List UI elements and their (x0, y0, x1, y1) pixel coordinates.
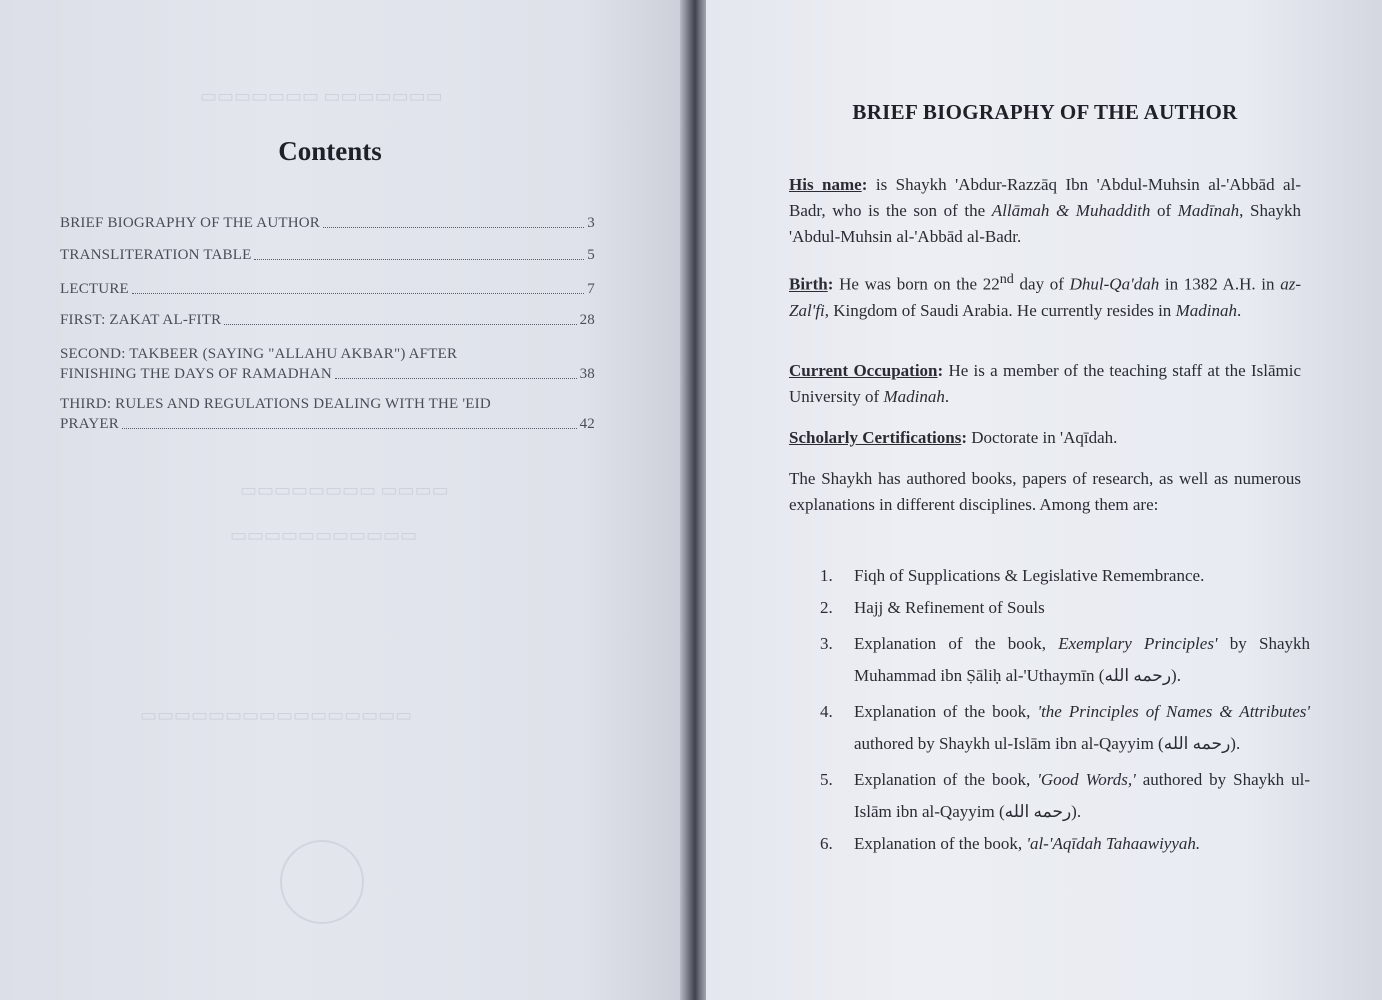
show-through-emblem (280, 840, 364, 924)
show-through-text: ▭▭▭▭▭▭▭▭ ▭▭▭▭ (240, 480, 449, 500)
show-through-text: ▭▭▭▭▭▭▭▭▭▭▭ (230, 525, 418, 545)
name-paragraph: His name: is Shaykh 'Abdur-Razzāq Ibn 'Abdul-Muhsin al-'Abbād al-Badr, who is the son of the Allāmah & Muhaddith of Madīnah, Shaykh 'Abdul-Muhsin al-'Abbād al-Badr. (789, 175, 1301, 246)
toc-line (60, 414, 595, 434)
book-item (820, 628, 1310, 692)
toc-line (60, 394, 595, 414)
toc-leader-dots (122, 428, 577, 429)
birth-label: Birth (789, 274, 828, 294)
toc-entry (60, 394, 595, 434)
contents-title: Contents (278, 136, 382, 166)
toc-leader-dots (254, 259, 584, 260)
toc-entry (60, 245, 595, 265)
certifications-paragraph: Scholarly Certifications: Doctorate in 'Aqīdah. (789, 428, 1118, 447)
book-text: Fiqh of Supplications & Legislative Remembrance. (854, 566, 1205, 585)
table-of-contents (60, 213, 595, 434)
book-number: 1. (820, 566, 833, 585)
book-text: Explanation of the book, (854, 770, 1038, 789)
book-number: 5. (820, 770, 833, 789)
toc-line (60, 213, 595, 233)
book-number: 4. (820, 702, 833, 721)
toc-entry-title: FIRST: ZAKAT AL-FITR (60, 312, 222, 328)
toc-leader-dots (132, 293, 584, 294)
book-title: 'the Principles of Names & Attributes' (1037, 702, 1310, 721)
toc-line (60, 245, 595, 265)
book-item (820, 764, 1310, 828)
name-label: His name (789, 175, 862, 194)
book-text: Hajj & Refinement of Souls (854, 598, 1045, 617)
toc-line (60, 279, 595, 299)
books-list (820, 560, 1310, 860)
certifications-label: Scholarly Certifications (789, 428, 962, 447)
book-text: by Shaykh Muhammad ibn Ṣāliḥ al-'Uthaymīn (رحمه الله). (854, 634, 1311, 685)
toc-page-number: 7 (587, 281, 595, 297)
toc-page-number: 38 (579, 366, 595, 382)
toc-entry-title: TRANSLITERATION TABLE (60, 247, 252, 263)
book-title: Exemplary Principles' (1058, 634, 1218, 653)
toc-entry-title: SECOND: TAKBEER (SAYING "ALLAHU AKBAR") AFTER (60, 346, 458, 362)
book-number: 6. (820, 834, 833, 853)
birth-paragraph: Birth: He was born on the 22nd day of Dhul-Qa'dah in 1382 A.H. in az-Zal'fi, Kingdom of Saudi Arabia. He currently resides in Madinah. (789, 271, 1301, 320)
toc-page-number: 3 (587, 215, 595, 231)
book-text: Explanation of the book, (854, 634, 1059, 653)
toc-entry (60, 310, 595, 330)
toc-entry-title: PRAYER (60, 416, 120, 432)
toc-leader-dots (224, 324, 576, 325)
occupation-label: Current Occupation (789, 361, 938, 380)
toc-entry-title: FINISHING THE DAYS OF RAMADHAN (60, 366, 332, 382)
intro-paragraph: The Shaykh has authored books, papers of research, as well as numerous explanations in different disciplines. Among them are: (789, 469, 1301, 514)
toc-entry-title: LECTURE (60, 281, 129, 297)
book-item (820, 828, 1310, 860)
toc-line (60, 364, 595, 384)
book-title: 'Good Words,' (1037, 770, 1136, 789)
toc-entry-title: THIRD: RULES AND REGULATIONS DEALING WITH THE 'EID (60, 396, 491, 412)
book-item (820, 696, 1310, 760)
book-item (820, 592, 1310, 624)
toc-entry (60, 213, 595, 233)
toc-page-number: 5 (587, 247, 595, 263)
toc-page-number: 28 (579, 312, 595, 328)
toc-entry (60, 344, 595, 384)
toc-leader-dots (335, 378, 577, 379)
biography-title: BRIEF BIOGRAPHY OF THE AUTHOR (852, 100, 1238, 124)
book-text: Explanation of the book, (854, 834, 1027, 853)
show-through-text: ▭▭▭▭▭▭▭▭▭▭▭▭▭▭▭▭ (140, 705, 413, 725)
book-text: authored by Shaykh ul-Islām ibn al-Qayyim (رحمه الله). (854, 734, 1241, 753)
book-number: 2. (820, 598, 833, 617)
toc-page-number: 42 (579, 416, 595, 432)
toc-line (60, 344, 595, 364)
toc-entry-title: BRIEF BIOGRAPHY OF THE AUTHOR (60, 215, 320, 231)
occupation-paragraph: Current Occupation: He is a member of the teaching staff at the Islāmic University of Madinah. (789, 361, 1301, 406)
show-through-text: ▭▭▭▭▭▭▭ ▭▭▭▭▭▭▭ (200, 86, 443, 106)
book-item (820, 560, 1310, 592)
book-text: Explanation of the book, (854, 702, 1038, 721)
toc-line (60, 310, 595, 330)
toc-leader-dots (323, 227, 584, 228)
book-title: 'al-'Aqīdah Tahaawiyyah. (1026, 834, 1201, 853)
toc-entry (60, 279, 595, 299)
book-text: authored by Shaykh ul-Islām ibn al-Qayyim (رحمه الله). (854, 770, 1311, 821)
book-number: 3. (820, 634, 833, 653)
